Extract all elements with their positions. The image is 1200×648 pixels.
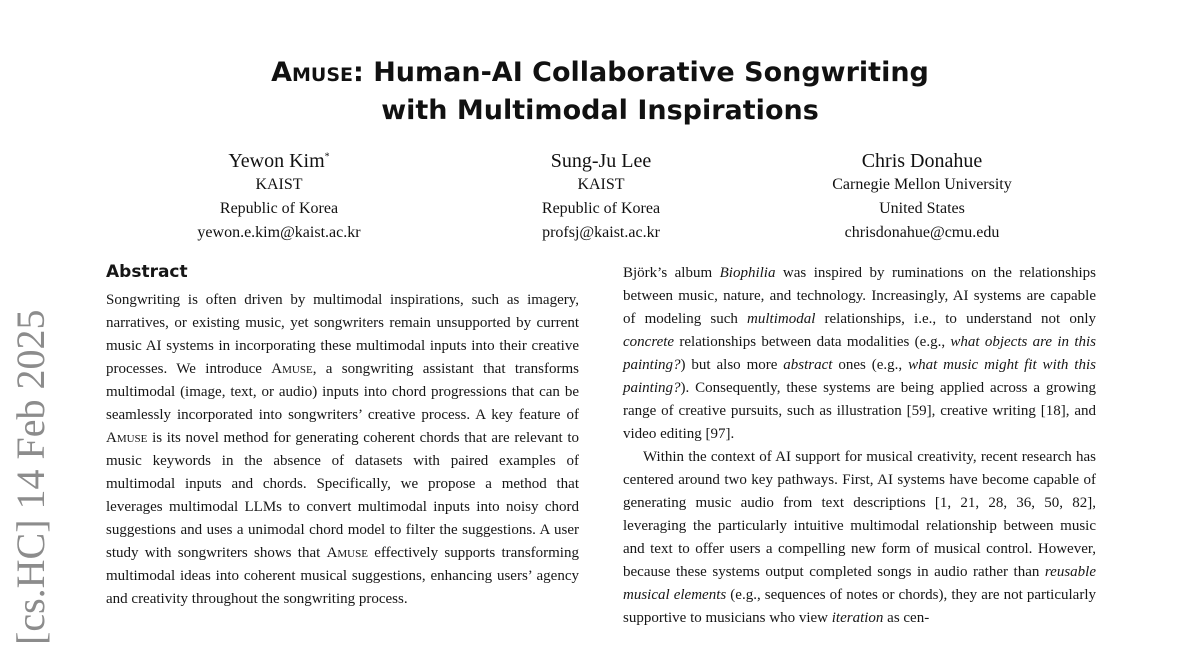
- system-name-inline: Amuse: [106, 430, 148, 446]
- body-emphasis: what music might fit with this painting?: [623, 357, 1096, 396]
- title-line-2: with Multimodal Inspirations: [381, 95, 819, 126]
- author-block-1: [129, 149, 429, 245]
- title-line-1: [0, 54, 1200, 92]
- system-name-inline: Amuse: [326, 545, 368, 561]
- body-text: relationships, i.e., to understand not only: [815, 311, 1096, 327]
- body-emphasis: abstract: [783, 357, 833, 373]
- body-text: ). Consequently, these systems are being applied across a growing range of creative pursuits, such as illustration [59], creative writing [18], and video editing [97].: [623, 380, 1096, 442]
- author-affiliation: Carnegie Mellon University: [832, 176, 1012, 193]
- author-name-text: Yewon Kim: [228, 150, 325, 172]
- author-email: chrisdonahue@cmu.edu: [844, 224, 1000, 241]
- title-line-1-rest: : Human-AI Collaborative Songwriting: [353, 57, 929, 88]
- author-email: profsj@kaist.ac.kr: [542, 224, 660, 241]
- author-country: Republic of Korea: [219, 200, 339, 217]
- body-emphasis: iteration: [831, 610, 884, 626]
- body-paragraph-2: [623, 446, 1096, 630]
- author-affiliation: KAIST: [577, 176, 625, 193]
- author-block-2: [451, 149, 751, 245]
- system-name: Amuse: [271, 57, 353, 88]
- author-affiliation: KAIST: [255, 176, 303, 193]
- intro-column: [623, 262, 1096, 630]
- abstract-seg: , a songwriting assistant that transforms multimodal (image, text, or audio) inputs into chord progressions that can be seamlessly incorporated into songwriters’ creative process. A key feature of: [106, 361, 579, 423]
- author-name-text: Sung-Ju Lee: [550, 150, 652, 172]
- author-name: [129, 149, 429, 173]
- author-country: Republic of Korea: [541, 200, 661, 217]
- arxiv-stamp: [cs.HC] 14 Feb 2025: [8, 309, 53, 645]
- body-text: (e.g., sequences of notes or chords), they are not particularly supportive to musicians who view: [623, 587, 1096, 626]
- abstract-text: [106, 289, 579, 611]
- author-block-3: [772, 149, 1072, 245]
- body-text: as cen-: [883, 610, 930, 626]
- author-email: yewon.e.kim@kaist.ac.kr: [197, 224, 361, 241]
- body-text: ) but also more: [680, 357, 784, 373]
- author-name: [772, 149, 1072, 173]
- body-paragraph-1: [623, 262, 1096, 446]
- body-emphasis: Biophilia: [719, 265, 776, 281]
- body-text: ones (e.g.,: [832, 357, 909, 373]
- body-text: relationships between data modalities (e.g.,: [674, 334, 951, 350]
- abstract-heading: Abstract: [106, 262, 188, 282]
- body-emphasis: multimodal: [747, 311, 816, 327]
- abstract-seg: Songwriting is often driven by multimodal inspirations, such as imagery, narratives, or existing music, yet songwriters remain unsupported by current music AI systems in incorporating these multimodal inputs into their creative processes. We introduce: [106, 292, 579, 377]
- author-name: [451, 149, 751, 173]
- abstract-column: [106, 260, 579, 611]
- body-text: Within the context of AI support for musical creativity, recent research has centered around two key pathways. First, AI systems have become capable of generating music audio from text descriptions [1, 21, 28, 36, 50, 82], leveraging the particularly intuitive multimodal relationship between music and text to offer users a compelling new form of musical control. However, because these systems output completed songs in audio rather than: [623, 449, 1096, 580]
- author-footnote-mark: *: [324, 151, 330, 163]
- body-text: Björk’s album: [623, 265, 720, 281]
- paper-title: [0, 54, 1200, 130]
- body-text: was inspired by ruminations on the relationships between music, nature, and technology. Increasingly, AI systems are capable of modeling such: [623, 265, 1097, 327]
- body-emphasis: concrete: [623, 334, 675, 350]
- abstract-seg: is its novel method for generating coherent chords that are relevant to music keywords in the absence of datasets with paired examples of multimodal inputs and chords. Specifically, we propose a method that leverages multimodal LLMs to convert multimodal inputs into noisy chord suggestions and uses a unimodal chord model to filter the suggestions. A user study with songwriters shows that: [106, 430, 579, 561]
- author-name-text: Chris Donahue: [861, 150, 983, 172]
- body-emphasis: what objects are in this painting?: [623, 334, 1096, 373]
- system-name-inline: Amuse: [271, 361, 313, 377]
- author-country: United States: [879, 200, 965, 217]
- body-emphasis: reusable musical elements: [623, 564, 1096, 603]
- abstract-seg: effectively supports transforming multimodal ideas into coherent musical suggestions, enhancing users’ agency and creativity throughout the songwriting process.: [106, 545, 579, 607]
